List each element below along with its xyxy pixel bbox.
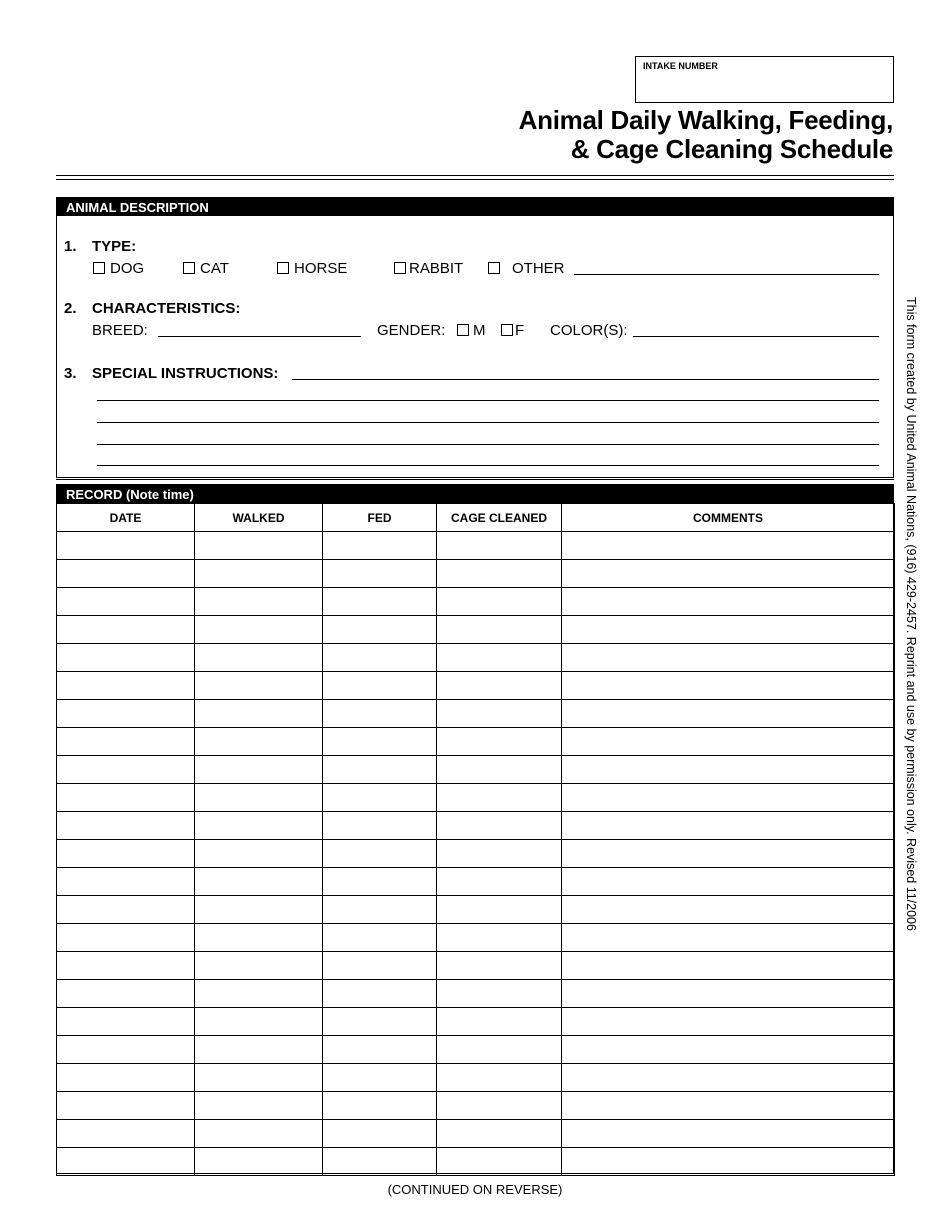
cage-cleaned-cell[interactable] [437,924,562,952]
walked-cell[interactable] [195,728,323,756]
cage-cleaned-cell[interactable] [437,812,562,840]
fed-cell[interactable] [323,952,437,980]
walked-cell[interactable] [195,1008,323,1036]
date-cell[interactable] [57,588,195,616]
fed-cell[interactable] [323,560,437,588]
column-header-comments: COMMENTS [562,504,895,532]
intake-number-field[interactable] [635,56,894,103]
fed-cell[interactable] [323,532,437,560]
cage-cleaned-cell[interactable] [437,1148,562,1176]
date-cell[interactable] [57,896,195,924]
date-cell[interactable] [57,532,195,560]
date-cell[interactable] [57,1148,195,1176]
fed-cell[interactable] [323,728,437,756]
cage-cleaned-cell[interactable] [437,980,562,1008]
comments-cell[interactable] [562,896,895,924]
form-title [519,106,893,164]
fed-cell[interactable] [323,672,437,700]
cat-checkbox[interactable] [183,262,195,274]
column-header-fed: FED [323,504,437,532]
comments-cell[interactable] [562,1008,895,1036]
date-cell[interactable] [57,1092,195,1120]
date-cell[interactable] [57,924,195,952]
cage-cleaned-cell[interactable] [437,1064,562,1092]
characteristics-label: CHARACTERISTICS: [92,300,241,317]
fed-cell[interactable] [323,1092,437,1120]
title-divider [56,175,894,180]
comments-cell[interactable] [562,1120,895,1148]
other-type-field[interactable] [574,274,879,275]
cage-cleaned-cell[interactable] [437,952,562,980]
type-option-other[interactable]: OTHER [488,260,565,277]
fed-cell[interactable] [323,1120,437,1148]
date-cell[interactable] [57,868,195,896]
table-row [57,1064,895,1092]
comments-cell[interactable] [562,588,895,616]
type-number: 1. [64,238,77,255]
type-option-rabbit[interactable]: RABBIT [394,260,463,277]
table-row [57,1008,895,1036]
date-cell[interactable] [57,616,195,644]
walked-cell[interactable] [195,840,323,868]
table-row [57,672,895,700]
date-cell[interactable] [57,672,195,700]
comments-cell[interactable] [562,980,895,1008]
dog-checkbox[interactable] [93,262,105,274]
fed-cell[interactable] [323,588,437,616]
breed-field[interactable] [158,336,361,337]
table-row [57,1120,895,1148]
table-row [57,700,895,728]
comments-cell[interactable] [562,728,895,756]
fed-cell[interactable] [323,784,437,812]
gender-option-f[interactable]: F [501,322,524,339]
cage-cleaned-cell[interactable] [437,644,562,672]
record-heading: RECORD (Note time) [57,485,893,503]
date-cell[interactable] [57,1008,195,1036]
date-cell[interactable] [57,644,195,672]
cage-cleaned-cell[interactable] [437,616,562,644]
comments-cell[interactable] [562,812,895,840]
walked-cell[interactable] [195,616,323,644]
cage-cleaned-cell[interactable] [437,1008,562,1036]
comments-cell[interactable] [562,1036,895,1064]
intake-number-label: INTAKE NUMBER [643,61,718,71]
table-row [57,756,895,784]
comments-cell[interactable] [562,560,895,588]
cage-cleaned-cell[interactable] [437,756,562,784]
cage-cleaned-cell[interactable] [437,560,562,588]
fed-cell[interactable] [323,756,437,784]
date-cell[interactable] [57,1064,195,1092]
date-cell[interactable] [57,700,195,728]
table-row [57,644,895,672]
special-instructions-label: SPECIAL INSTRUCTIONS: [92,365,279,382]
comments-cell[interactable] [562,1148,895,1176]
table-row [57,1036,895,1064]
table-row [57,840,895,868]
comments-cell[interactable] [562,924,895,952]
fed-cell[interactable] [323,1148,437,1176]
section-divider [56,476,894,480]
animal-description-heading: ANIMAL DESCRIPTION [57,198,893,216]
special-instructions-line-5[interactable] [97,465,879,466]
comments-cell[interactable] [562,868,895,896]
type-option-dog[interactable]: DOG [93,260,144,277]
table-row [57,812,895,840]
walked-cell[interactable] [195,588,323,616]
cage-cleaned-cell[interactable] [437,840,562,868]
table-row [57,616,895,644]
comments-cell[interactable] [562,840,895,868]
cage-cleaned-cell[interactable] [437,784,562,812]
colors-field[interactable] [633,336,879,337]
record-header-row [57,504,895,532]
date-cell[interactable] [57,980,195,1008]
walked-cell[interactable] [195,672,323,700]
fed-cell[interactable] [323,840,437,868]
date-cell[interactable] [57,560,195,588]
comments-cell[interactable] [562,616,895,644]
special-instructions-number: 3. [64,365,77,382]
breed-label: BREED: [92,322,148,339]
comments-cell[interactable] [562,1092,895,1120]
comments-cell[interactable] [562,700,895,728]
cage-cleaned-cell[interactable] [437,1036,562,1064]
colors-label: COLOR(S): [550,322,628,339]
walked-cell[interactable] [195,812,323,840]
walked-cell[interactable] [195,1148,323,1176]
table-row [57,924,895,952]
comments-cell[interactable] [562,1064,895,1092]
record-section [56,484,894,1174]
horse-checkbox[interactable] [277,262,289,274]
table-row [57,868,895,896]
date-cell[interactable] [57,1036,195,1064]
walked-cell[interactable] [195,784,323,812]
gender-label: GENDER: [377,322,446,339]
male-checkbox[interactable] [457,324,469,336]
special-instructions-line-1[interactable] [292,379,879,380]
fed-cell[interactable] [323,896,437,924]
table-row [57,784,895,812]
fed-cell[interactable] [323,1008,437,1036]
type-label: TYPE: [92,238,137,255]
fed-cell[interactable] [323,924,437,952]
fed-cell[interactable] [323,644,437,672]
type-option-cat[interactable]: CAT [183,260,229,277]
fed-cell[interactable] [323,868,437,896]
date-cell[interactable] [57,1120,195,1148]
comments-cell[interactable] [562,644,895,672]
column-header-date: DATE [57,504,195,532]
comments-cell[interactable] [562,784,895,812]
continued-notice: (CONTINUED ON REVERSE) [387,1182,563,1197]
record-table [56,503,895,1176]
table-row [57,1148,895,1176]
table-row [57,1092,895,1120]
walked-cell[interactable] [195,756,323,784]
cage-cleaned-cell[interactable] [437,896,562,924]
form-title-line-1: Animal Daily Walking, Feeding, [518,105,893,135]
cage-cleaned-cell[interactable] [437,588,562,616]
cage-cleaned-cell[interactable] [437,672,562,700]
walked-cell[interactable] [195,560,323,588]
walked-cell[interactable] [195,1064,323,1092]
cage-cleaned-cell[interactable] [437,868,562,896]
walked-cell[interactable] [195,868,323,896]
cage-cleaned-cell[interactable] [437,1120,562,1148]
comments-cell[interactable] [562,756,895,784]
date-cell[interactable] [57,728,195,756]
type-option-horse[interactable]: HORSE [277,260,347,277]
date-cell[interactable] [57,812,195,840]
date-cell[interactable] [57,756,195,784]
table-row [57,896,895,924]
date-cell[interactable] [57,784,195,812]
table-row [57,980,895,1008]
walked-cell[interactable] [195,896,323,924]
table-row [57,532,895,560]
table-row [57,560,895,588]
walked-cell[interactable] [195,924,323,952]
walked-cell[interactable] [195,980,323,1008]
special-instructions-line-3[interactable] [97,422,879,423]
cage-cleaned-cell[interactable] [437,532,562,560]
cage-cleaned-cell[interactable] [437,700,562,728]
walked-cell[interactable] [195,532,323,560]
walked-cell[interactable] [195,952,323,980]
animal-description-section [56,197,894,478]
fed-cell[interactable] [323,980,437,1008]
column-header-cage-cleaned: CAGE CLEANED [437,504,562,532]
walked-cell[interactable] [195,700,323,728]
comments-cell[interactable] [562,532,895,560]
table-row [57,728,895,756]
walked-cell[interactable] [195,1120,323,1148]
other-checkbox[interactable] [488,262,500,274]
fed-cell[interactable] [323,812,437,840]
characteristics-number: 2. [64,300,77,317]
date-cell[interactable] [57,840,195,868]
fed-cell[interactable] [323,1064,437,1092]
table-row [57,588,895,616]
cage-cleaned-cell[interactable] [437,1092,562,1120]
cage-cleaned-cell[interactable] [437,728,562,756]
special-instructions-line-2[interactable] [97,400,879,401]
special-instructions-line-4[interactable] [97,444,879,445]
form-title-line-2: & Cage Cleaning Schedule [570,134,893,164]
walked-cell[interactable] [195,644,323,672]
record-rows [57,532,895,1176]
copyright-notice: This form created by United Animal Nations, (916) 429-2457. Reprint and use by permission only. Revised 11/2006 [904,297,918,931]
rabbit-checkbox[interactable] [394,262,406,274]
female-checkbox[interactable] [501,324,513,336]
comments-cell[interactable] [562,952,895,980]
walked-cell[interactable] [195,1036,323,1064]
column-header-walked: WALKED [195,504,323,532]
gender-option-m[interactable]: M [457,322,486,339]
fed-cell[interactable] [323,616,437,644]
fed-cell[interactable] [323,700,437,728]
walked-cell[interactable] [195,1092,323,1120]
comments-cell[interactable] [562,672,895,700]
table-row [57,952,895,980]
fed-cell[interactable] [323,1036,437,1064]
date-cell[interactable] [57,952,195,980]
